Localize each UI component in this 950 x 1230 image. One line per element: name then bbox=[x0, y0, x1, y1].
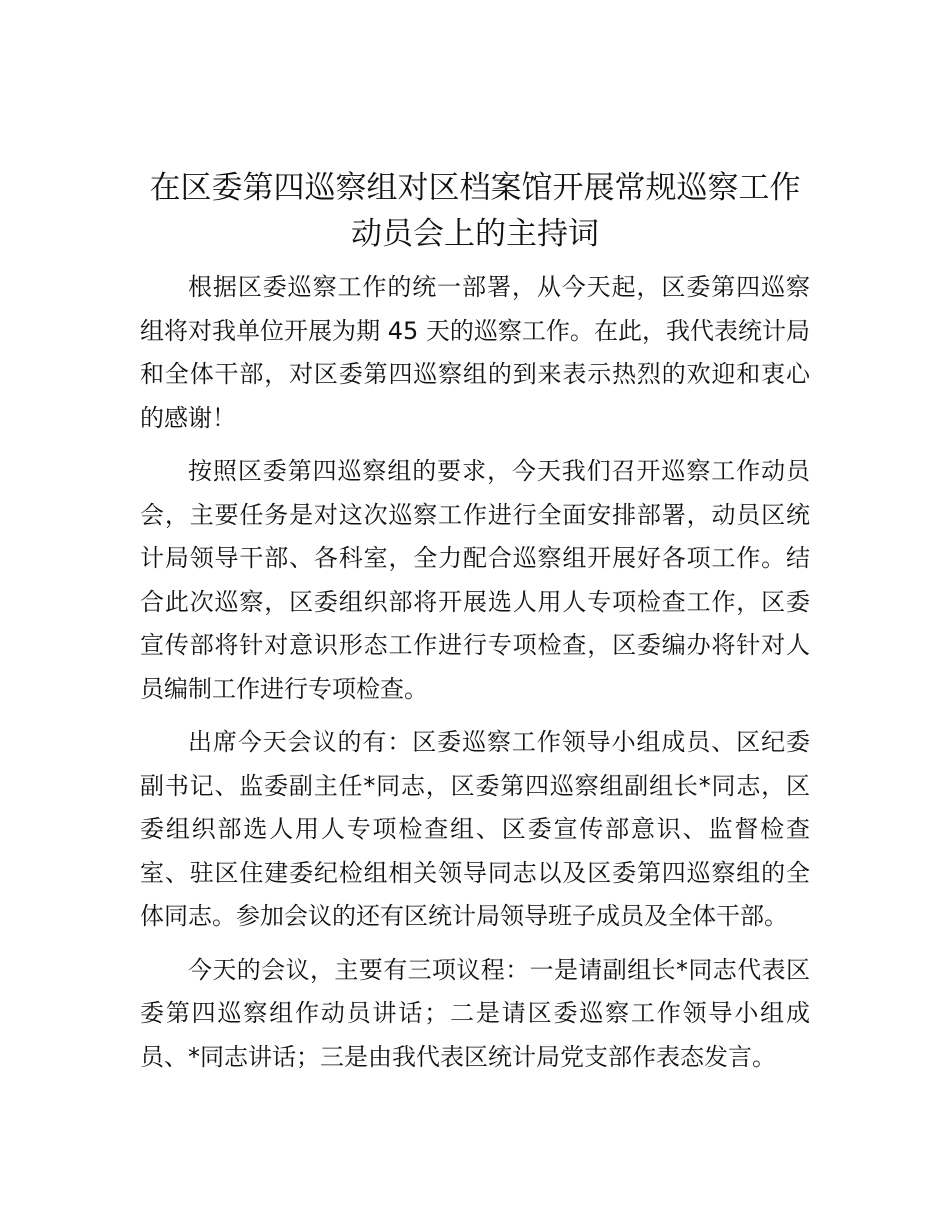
document-body bbox=[140, 266, 810, 1089]
paragraph-1: 根据区委巡察工作的统一部署，从今天起，区委第四巡察组将对我单位开展为期 45 天的巡察工作。在此，我代表统计局和全体干部，对区委第四巡察组的到来表示热烈的欢迎和衷心的感谢！ bbox=[140, 273, 810, 432]
paragraph-2: 按照区委第四巡察组的要求，今天我们召开巡察工作动员会，主要任务是对这次巡察工作进行全面安排部署，动员区统计局领导干部、各科室，全力配合巡察组开展好各项工作。结合此次巡察，区委组织部将开展选人用人专项检查工作，区委宣传部将针对意识形态工作进行专项检查，区委编办将针对人员编制工作进行专项检查。 bbox=[140, 457, 810, 703]
paragraph-4: 今天的会议，主要有三项议程：一是请副组长*同志代表区委第四巡察组作动员讲话；二是请区委巡察工作领导小组成员、*同志讲话；三是由我代表区统计局党支部作表态发言。 bbox=[140, 955, 810, 1071]
document-title: 在区委第四巡察组对区档案馆开展常规巡察工作动员会上的主持词 bbox=[149, 170, 801, 252]
paragraph-3: 出席今天会议的有：区委巡察工作领导小组成员、区纪委副书记、监委副主任*同志，区委第四巡察组副组长*同志，区委组织部选人用人专项检查组、区委宣传部意识、监督检查室、驻区住建委纪检组相关领导同志以及区委第四巡察组的全体同志。参加会议的还有区统计局领导班子成员及全体干部。 bbox=[140, 728, 810, 930]
